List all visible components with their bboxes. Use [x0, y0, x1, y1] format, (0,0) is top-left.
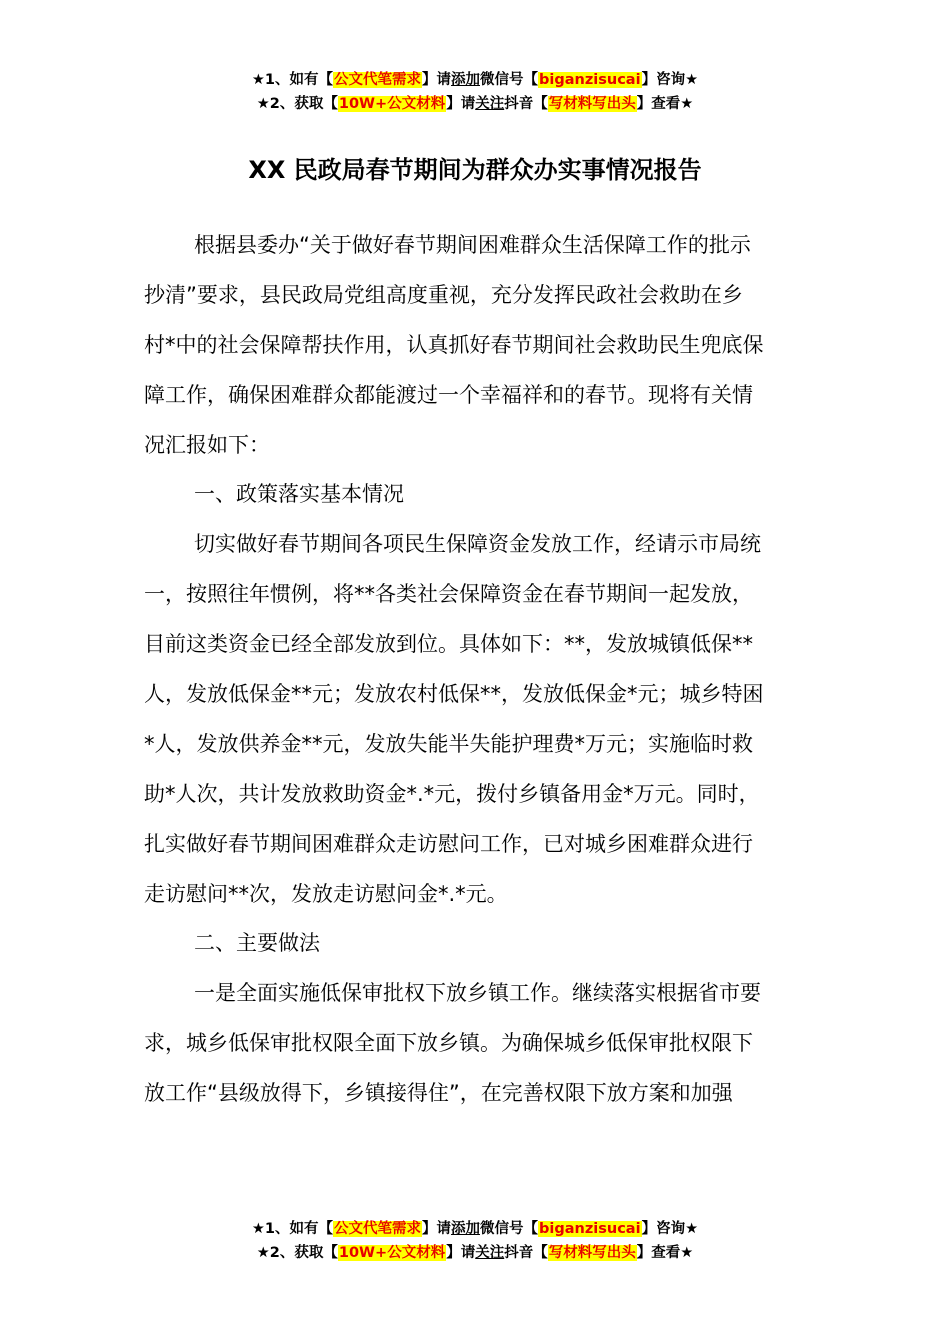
body-line: 况汇报如下： [144, 432, 270, 457]
body-line: 村*中的社会保障帮扶作用，认真抓好春节期间社会救助民生兜底保 [144, 332, 764, 357]
body-line: 人，发放低保金**元；发放农村低保**，发放低保金*元；城乡特困 [144, 682, 764, 707]
promo-line-1 [0, 68, 950, 92]
document-body [144, 221, 806, 1119]
body-line: 助*人次，共计发放救助资金*.*元，拨付乡镇备用金*万元。同时， [144, 781, 760, 806]
promo-text: ★1、如有【 [251, 72, 334, 88]
promo-text: 】请 [422, 1221, 452, 1237]
promo-highlight-materials: 10W+公文材料 [338, 1245, 446, 1261]
promo-text: 】查看★ [636, 96, 694, 112]
promo-text: 抖音【 [504, 96, 548, 112]
promo-highlight-service: 公文代笔需求 [334, 72, 422, 88]
promo-highlight-douyin: 写材料写出头 [548, 1245, 636, 1261]
body-line: 扎实做好春节期间困难群众走访慰问工作，已对城乡困难群众进行 [144, 831, 753, 856]
promo-highlight-service: 公文代笔需求 [334, 1221, 422, 1237]
promo-line-2 [0, 92, 950, 116]
body-line: 根据县委办“关于做好春节期间困难群众生活保障工作的批示 [194, 233, 751, 257]
promo-text: 】查看★ [636, 1245, 694, 1261]
promo-text: 】咨询★ [641, 72, 699, 88]
promo-highlight-douyin: 写材料写出头 [548, 96, 636, 112]
promo-text: 抖音【 [504, 1245, 548, 1261]
body-line: 一是全面实施低保审批权下放乡镇工作。继续落实根据省市要 [194, 981, 761, 1006]
promo-text: ★2、获取【 [256, 1245, 338, 1261]
body-line: 抄清”要求，县民政局党组高度重视，充分发挥民政社会救助在乡 [144, 282, 743, 307]
promo-line-2 [0, 1241, 950, 1265]
body-line: 放工作“县级放得下，乡镇接得住”，在完善权限下放方案和加强 [144, 1081, 733, 1106]
promo-underlined-text: 关注 [475, 1245, 505, 1261]
footer-promo [0, 1217, 950, 1265]
body-line: 目前这类资金已经全部发放到位。具体如下：**，发放城镇低保** [144, 632, 753, 657]
promo-underlined-text: 添加 [451, 1221, 481, 1237]
promo-highlight-wechat-id: biganzisucai [539, 72, 641, 88]
promo-text: 微信号【 [480, 1221, 539, 1237]
promo-line-1 [0, 1217, 950, 1241]
body-line: 求，城乡低保审批权限全面下放乡镇。为确保城乡低保审批权限下 [144, 1031, 753, 1056]
section-heading: 一、政策落实基本情况 [194, 482, 404, 507]
section-heading: 二、主要做法 [194, 931, 320, 956]
promo-text: ★1、如有【 [251, 1221, 334, 1237]
promo-text: 】咨询★ [641, 1221, 699, 1237]
promo-text: 】请 [422, 72, 452, 88]
promo-underlined-text: 添加 [451, 72, 481, 88]
promo-text: 】请 [446, 96, 476, 112]
body-line: 障工作，确保困难群众都能渡过一个幸福祥和的春节。现将有关情 [144, 382, 753, 407]
body-line: *人，发放供养金**元，发放失能半失能护理费*万元；实施临时救 [144, 731, 753, 756]
promo-highlight-materials: 10W+公文材料 [338, 96, 446, 112]
promo-text: ★2、获取【 [256, 96, 338, 112]
promo-text: 微信号【 [480, 72, 539, 88]
body-line: 走访慰问**次，发放走访慰问金*.*元。 [144, 881, 508, 906]
body-line: 一，按照往年惯例，将**各类社会保障资金在春节期间一起发放， [144, 582, 753, 607]
body-line: 切实做好春节期间各项民生保障资金发放工作，经请示市局统 [194, 532, 761, 557]
promo-text: 】请 [446, 1245, 476, 1261]
promo-underlined-text: 关注 [475, 96, 505, 112]
document-title: XX 民政局春节期间为群众办实事情况报告 [248, 156, 702, 184]
header-promo [0, 68, 950, 116]
promo-highlight-wechat-id: biganzisucai [539, 1221, 641, 1237]
